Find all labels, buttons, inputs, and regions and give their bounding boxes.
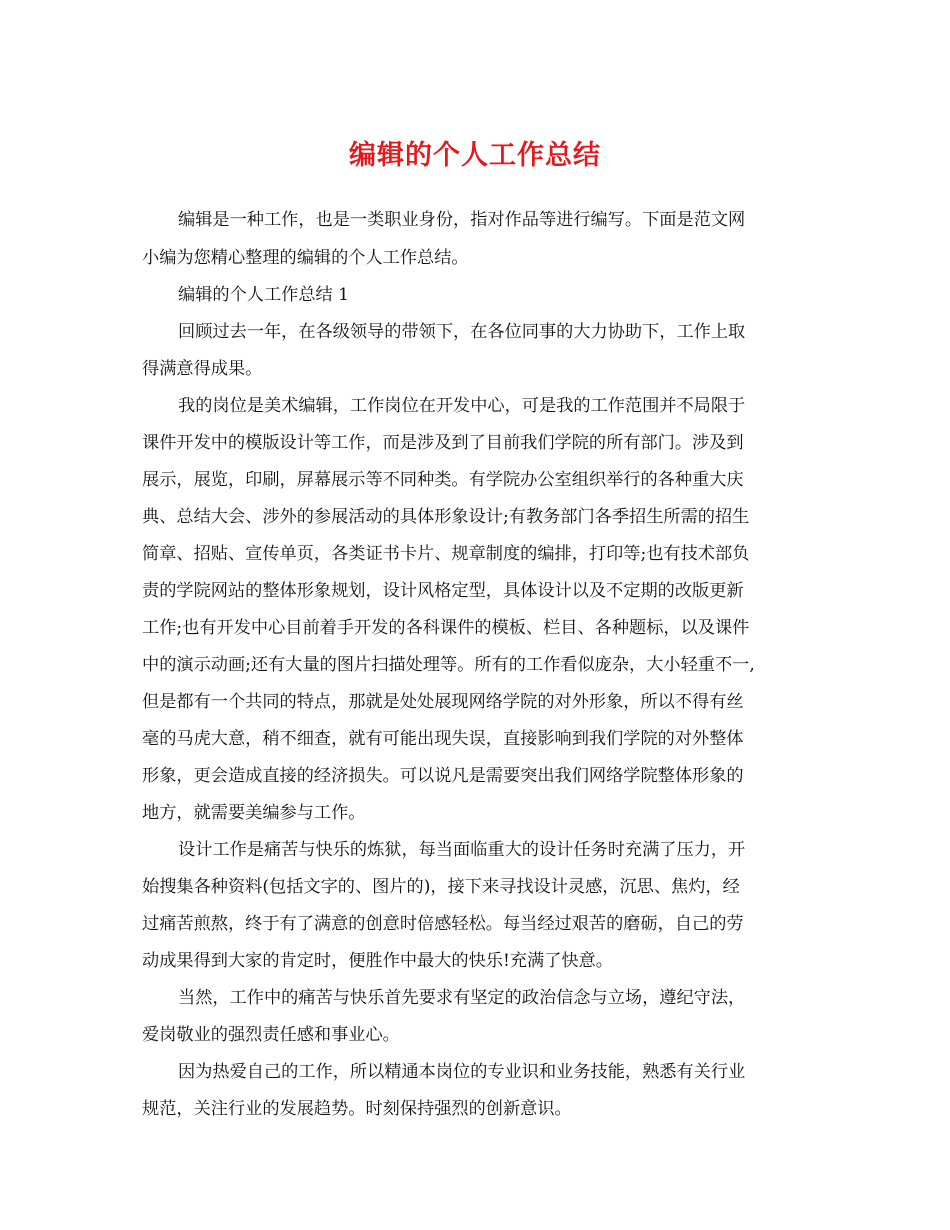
text-line: 爱岗敬业的强烈责任感和事业心。 [142,1025,400,1045]
text-line: 规范，关注行业的发展趋势。时刻保持强烈的创新意识。 [142,1099,572,1119]
text-line: 得满意得成果。 [142,359,263,379]
section-heading: 编辑的个人工作总结 1 [178,285,350,305]
text-line: 我的岗位是美术编辑，工作岗位在开发中心，可是我的工作范围并不局限于 [178,396,746,416]
text-line: 毫的马虎大意，稍不细查，就有可能出现失误，直接影响到我们学院的对外整体 [142,729,744,749]
text-line: 编辑是一种工作，也是一类职业身份，指对作品等进行编写。下面是范文网 [178,210,746,230]
text-line: 小编为您精心整理的编辑的个人工作总结。 [142,248,469,268]
text-line: 因为热爱自己的工作，所以精通本岗位的专业识和业务技能，熟悉有关行业 [178,1062,746,1082]
text-line: 但是都有一个共同的特点，那就是处处展现网络学院的对外形象，所以不得有丝 [142,692,744,712]
text-line: 设计工作是痛苦与快乐的炼狱，每当面临重大的设计任务时充满了压力，开 [178,840,746,860]
text-line: 责的学院网站的整体形象规划，设计风格定型，具体设计以及不定期的改版更新 [142,581,744,601]
text-line: 课件开发中的模版设计等工作，而是涉及到了目前我们学院的所有部门。涉及到 [142,433,744,453]
text-line: 简章、招贴、宣传单页，各类证书卡片、规章制度的编排，打印等;也有技术部负 [142,544,750,564]
text-line: 当然，工作中的痛苦与快乐首先要求有坚定的政治信念与立场，遵纪守法， [178,988,746,1008]
text-line: 动成果得到大家的肯定时，便胜作中最大的快乐!充满了快意。 [142,951,613,971]
text-line: 过痛苦煎熬，终于有了满意的创意时倍感轻松。每当经过艰苦的磨砺，自己的劳 [142,914,744,934]
text-line: 回顾过去一年，在各级领导的带领下，在各位同事的大力协助下，工作上取 [178,322,746,342]
text-line: 展示，展览，印刷，屏幕展示等不同种类。有学院办公室组织举行的各种重大庆 [142,470,744,490]
text-line: 始搜集各种资料(包括文字的、图片的)，接下来寻找设计灵感，沉思、焦灼，经 [142,877,740,897]
page-title: 编辑的个人工作总结 [349,140,601,171]
text-line: 中的演示动画;还有大量的图片扫描处理等。所有的工作看似庞杂，大小轻重不一, [142,655,755,675]
text-line: 形象，更会造成直接的经济损失。可以说凡是需要突出我们网络学院整体形象的 [142,766,744,786]
text-line: 工作;也有开发中心目前着手开发的各科课件的模板、栏目、各种题标，以及课件 [142,618,750,638]
text-line: 地方，就需要美编参与工作。 [142,803,366,823]
text-line: 典、总结大会、涉外的参展活动的具体形象设计;有教务部门各季招生所需的招生 [142,507,750,527]
